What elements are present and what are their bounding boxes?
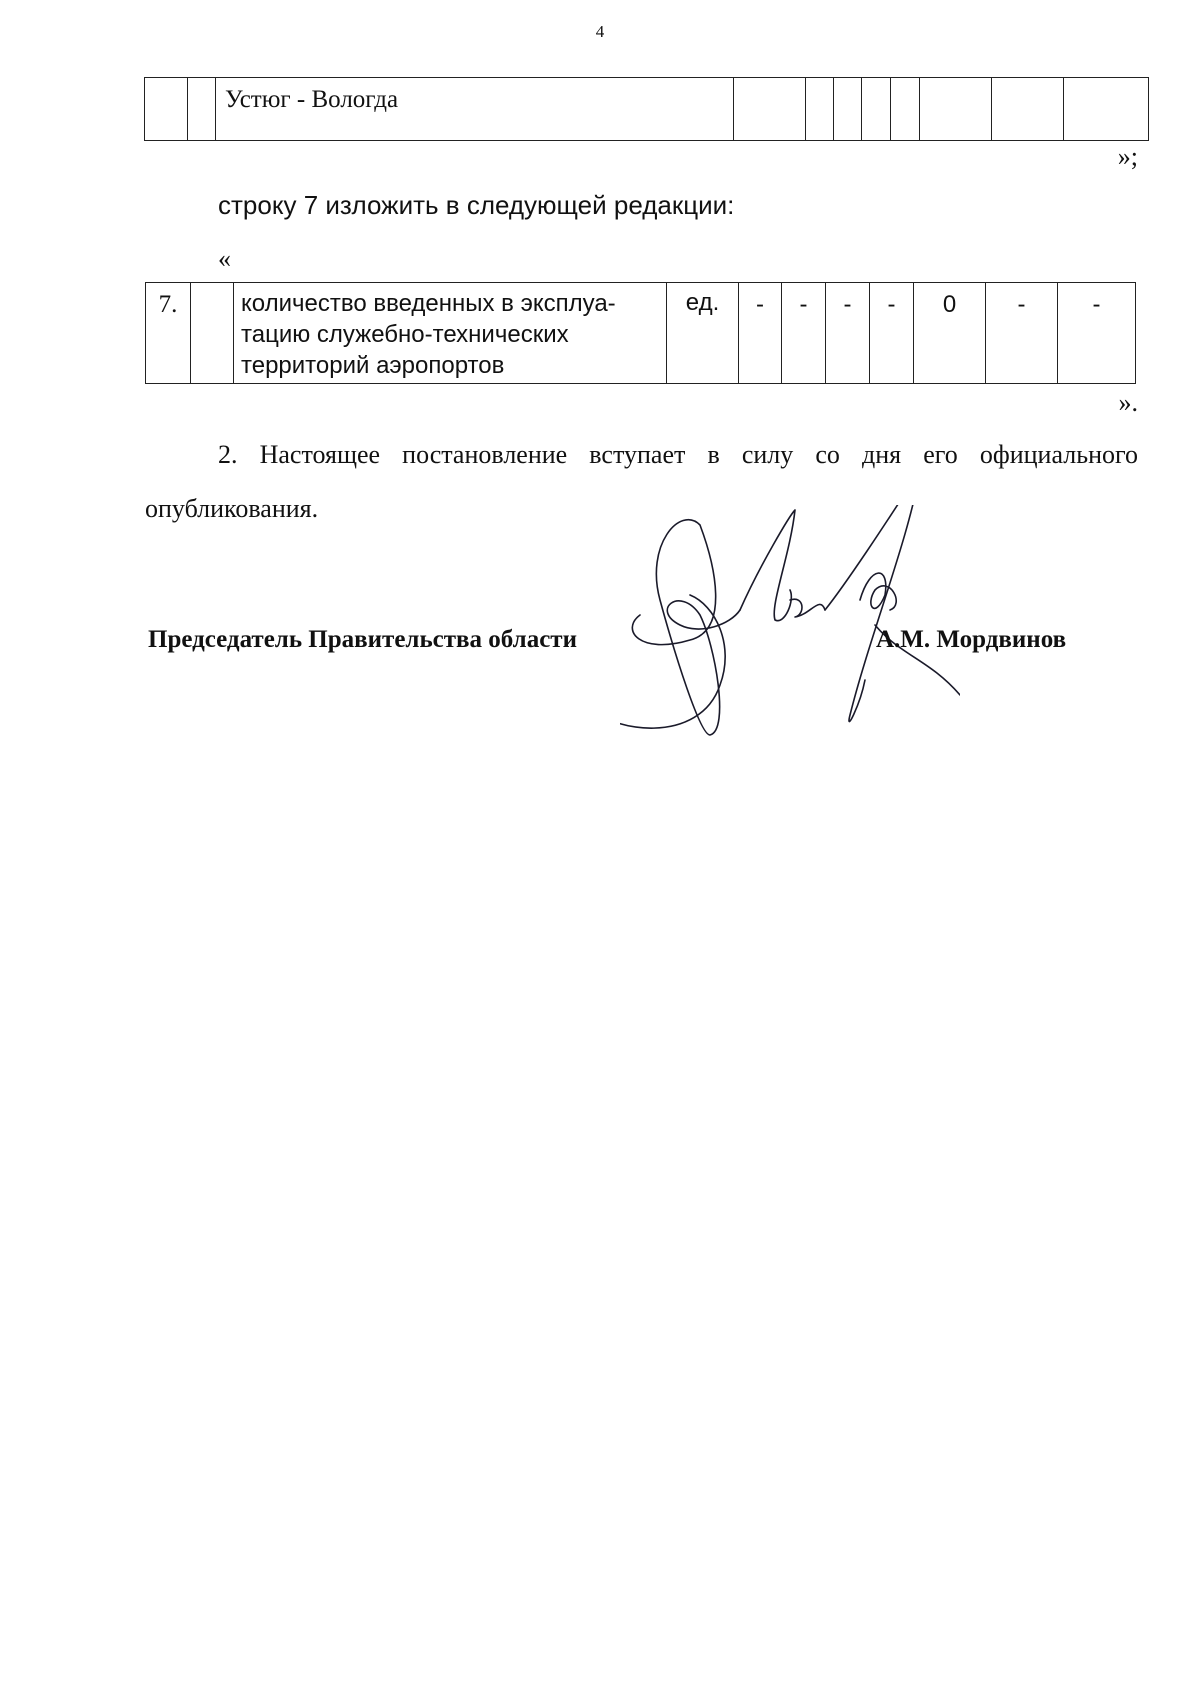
closing-quote: »;	[1117, 142, 1138, 171]
table-cell	[191, 283, 234, 384]
row-value: -	[782, 283, 826, 384]
table-cell	[145, 78, 188, 141]
row-value: -	[739, 283, 782, 384]
table-cell	[862, 78, 891, 141]
handwritten-signature	[620, 505, 960, 745]
decree-paragraph: 2. Настоящее постановление вступает в силу со дня его официального опубликования.	[145, 440, 1138, 523]
row-value: -	[826, 283, 870, 384]
table-cell	[1064, 78, 1149, 141]
table-cell	[891, 78, 920, 141]
signatory-name: А.М. Мордвинов	[876, 626, 1067, 653]
row-value: 0	[914, 283, 986, 384]
row-value: -	[870, 283, 914, 384]
table-cell	[734, 78, 806, 141]
page-number: 4	[595, 22, 605, 41]
row-unit: ед.	[667, 283, 739, 384]
signatory-title: Председатель Правительства области	[148, 626, 577, 653]
table-cell	[834, 78, 862, 141]
closing-quote: ».	[1118, 388, 1138, 417]
route-cell: Устюг - Вологда	[216, 78, 734, 141]
table-cell	[992, 78, 1064, 141]
row-value: -	[986, 283, 1058, 384]
row-number: 7.	[146, 283, 191, 384]
table-cell	[188, 78, 216, 141]
table-row-7	[145, 282, 1136, 384]
opening-quote: «	[218, 244, 231, 273]
row-description: количество введенных в эксплуа-тацию служебно-технических территорий аэропортов	[234, 283, 667, 384]
table-cell	[806, 78, 834, 141]
row-value: -	[1058, 283, 1136, 384]
instruction-text: строку 7 изложить в следующей редакции:	[218, 190, 735, 220]
table-cell	[920, 78, 992, 141]
table-fragment-top	[144, 77, 1149, 141]
